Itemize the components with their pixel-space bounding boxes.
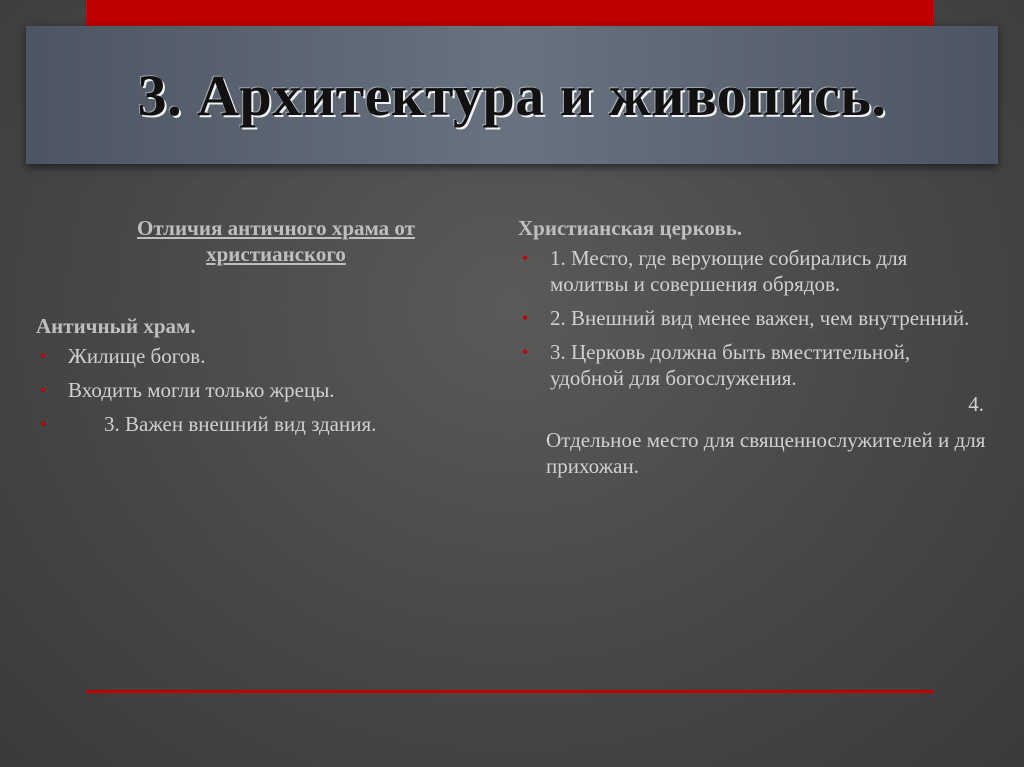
ancient-temple-list — [36, 343, 476, 437]
list-item-text: 3. Церковь должна быть вместительной, удобной для богослужения. — [550, 340, 911, 390]
item-number-4: 4. — [968, 392, 984, 416]
left-column-heading: Отличия античного храма от христианского — [137, 216, 415, 266]
right-column — [518, 215, 988, 479]
list-item — [36, 411, 476, 437]
christian-church-heading: Христианская церковь. — [518, 216, 743, 240]
list-item — [36, 343, 476, 369]
ancient-temple-heading: Античный храм. — [36, 314, 196, 338]
list-item-text: 2. Внешний вид менее важен, чем внутренний. — [550, 306, 970, 330]
christian-church-list — [518, 245, 988, 417]
list-item — [518, 305, 988, 331]
bullet-icon: • — [40, 414, 47, 434]
item-4-text: Отдельное место для священнослужителей и для прихожан. — [546, 428, 986, 478]
top-accent-bar — [86, 0, 934, 26]
title-band — [26, 26, 998, 164]
left-column — [36, 215, 476, 445]
bullet-icon: • — [40, 380, 47, 400]
list-item-text: 3. Важен внешний вид здания. — [104, 412, 377, 436]
slide-title: 3. Архитектура и живопись. — [137, 62, 887, 128]
bullet-icon: • — [522, 342, 529, 362]
list-item — [518, 245, 988, 297]
list-item — [518, 339, 988, 417]
list-item-text: Жилище богов. — [68, 344, 206, 368]
list-item — [36, 377, 476, 403]
bullet-icon: • — [522, 248, 529, 268]
bullet-icon: • — [40, 346, 47, 366]
bullet-icon: • — [522, 308, 529, 328]
bottom-accent-line — [86, 690, 934, 693]
list-item-text: 1. Место, где верующие собирались для молитвы и совершения обрядов. — [550, 246, 908, 296]
list-item-text: Входить могли только жрецы. — [68, 378, 335, 402]
